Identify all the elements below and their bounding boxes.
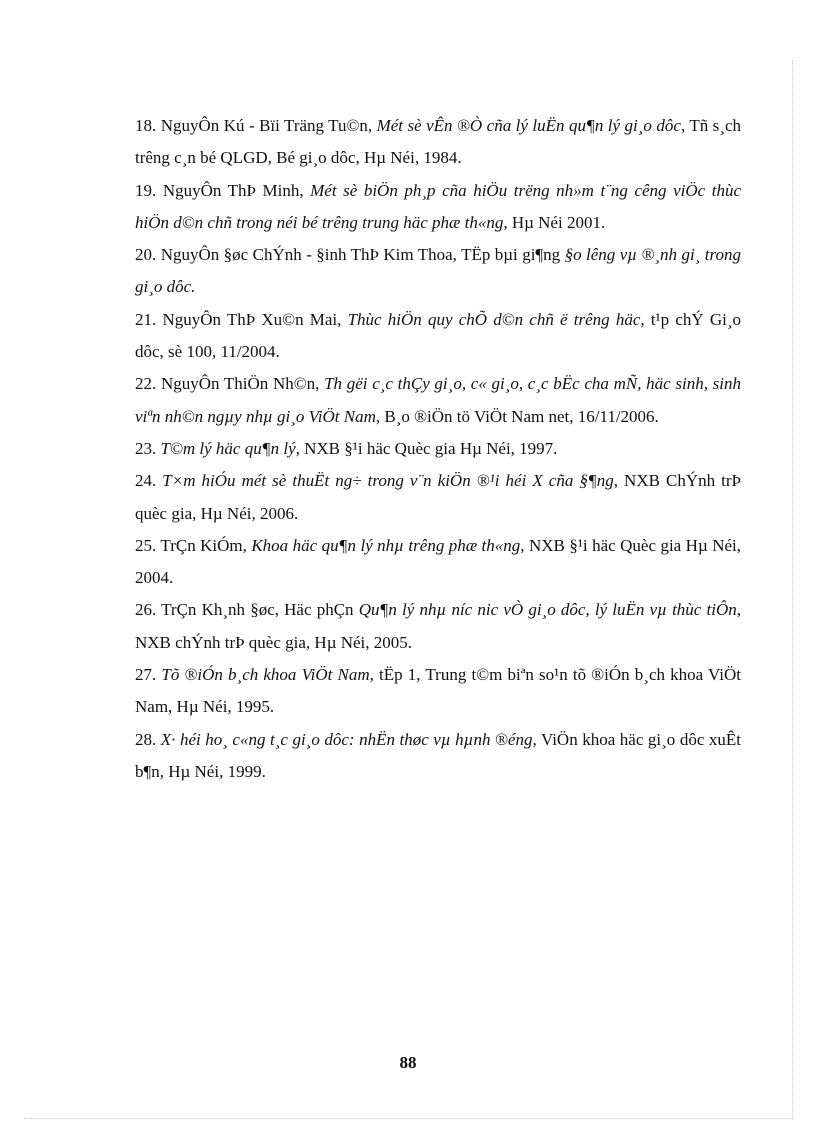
page-number: 88 xyxy=(399,1053,417,1072)
reference-number: 28. xyxy=(135,729,161,749)
reference-item-28 xyxy=(135,724,741,789)
reference-title: Khoa häc qu¶n lý nhµ trêng phæ th«ng xyxy=(251,535,521,555)
reference-source: , ViÖn khoa häc gi¸o dôc xuÊt b¶n, Hµ Néi, 1999. xyxy=(135,729,742,781)
reference-title: Qu¶n lý nhµ níc nic vÒ gi¸o dôc, lý luËn vµ thùc tiÔn xyxy=(358,600,737,620)
reference-number: 23. xyxy=(135,438,161,458)
reference-item-26 xyxy=(135,594,741,659)
reference-number: 18. xyxy=(135,116,161,135)
reference-title: T×m hiÓu mét sè thuËt ng÷ trong v¨n kiÖn ®¹i héi X cña §¶ng xyxy=(162,471,614,491)
reference-number: 25. xyxy=(135,535,161,555)
reference-number: 22. xyxy=(135,374,161,394)
reference-author: NguyÔn ThÞ Minh, xyxy=(162,180,311,200)
reference-author: TrÇn Kh¸nh §øc, Häc phÇn xyxy=(161,600,359,620)
reference-number: 20. xyxy=(135,245,161,265)
reference-author: NguyÔn §øc ChÝnh - §inh ThÞ Kim Thoa, xyxy=(160,245,462,265)
reference-item-24 xyxy=(135,465,741,530)
reference-author: NguyÔn ThiÖn Nh©n, xyxy=(160,374,325,394)
reference-title: Mét sè vÊn ®Ò cña lý luËn qu¶n lý gi¸o dôc xyxy=(376,116,681,135)
reference-title: Thùc hiÖn quy chÕ d©n chñ ë trêng häc xyxy=(347,309,641,329)
reference-item-25 xyxy=(135,530,741,595)
reference-list xyxy=(135,110,741,788)
reference-item-23 xyxy=(135,433,741,465)
reference-item-19 xyxy=(135,175,741,240)
page-edge-right xyxy=(792,60,793,1120)
reference-source: , NXB chÝnh trÞ quèc gia, Hµ Néi, 2005. xyxy=(135,600,741,652)
reference-source: , Hµ Néi 2001. xyxy=(503,212,606,232)
reference-number: 19. xyxy=(135,180,163,200)
reference-title: Tõ ®iÓn b¸ch khoa ViÖt Nam xyxy=(161,665,370,685)
reference-item-21 xyxy=(135,304,741,369)
reference-title: T©m lý häc qu¶n lý xyxy=(160,438,296,458)
reference-source: , B¸o ®iÖn tö ViÖt Nam net, 16/11/2006. xyxy=(375,406,659,426)
reference-item-18 xyxy=(135,110,741,175)
reference-number: 21. xyxy=(135,309,163,329)
reference-author: TrÇn KiÓm, xyxy=(160,535,252,555)
reference-source: , tËp 1, Trung t©m biªn so¹n tõ ®iÓn b¸ch khoa ViÖt Nam, Hµ Néi, 1995. xyxy=(135,665,741,717)
reference-title: Mét sè biÖn ph¸p cña hiÖu trëng nh»m t¨ng cêng viÖc thùc hiÖn d©n chñ trong néi bé trêng trung häc phæ th«ng xyxy=(135,180,741,232)
reference-source: , NXB §¹i häc Quèc gia Hµ Néi, 2004. xyxy=(135,535,741,588)
reference-item-22 xyxy=(135,368,741,433)
reference-title: Th gëi c¸c thÇy gi¸o, c« gi¸o, c¸c bËc cha mÑ, häc sinh, sinh viªn nh©n ngµy nhµ gi¸o ViÖt Nam xyxy=(135,374,742,426)
reference-number: 24. xyxy=(135,471,163,491)
reference-item-27 xyxy=(135,659,741,724)
reference-title: §o lêng vµ ®¸nh gi¸ trong gi¸o dôc. xyxy=(135,245,742,297)
reference-item-20 xyxy=(135,239,741,304)
reference-author: NguyÔn ThÞ Xu©n Mai, xyxy=(162,309,348,329)
reference-author: NguyÔn Kú - Bïi Träng Tu©n, xyxy=(160,116,377,135)
reference-number: 26. xyxy=(135,600,162,620)
reference-number: 27. xyxy=(135,665,162,685)
reference-title: X· héi ho¸ c«ng t¸c gi¸o dôc: nhËn thøc vµ hµnh ®éng xyxy=(160,729,533,749)
reference-source: , NXB §¹i häc Quèc gia Hµ Néi, 1997. xyxy=(295,438,558,458)
reference-source: , NXB ChÝnh trÞ quèc gia, Hµ Néi, 2006. xyxy=(135,471,741,523)
reference-source: TËp bµi gi¶ng xyxy=(461,245,565,265)
reference-source: , t¹p chÝ Gi¸o dôc, sè 100, 11/2004. xyxy=(135,309,741,362)
reference-source: , Tñ s¸ch trêng c¸n bé QLGD, Bé gi¸o dôc, Hµ Néi, 1984. xyxy=(135,116,742,168)
page-edge-bottom xyxy=(24,1118,792,1119)
